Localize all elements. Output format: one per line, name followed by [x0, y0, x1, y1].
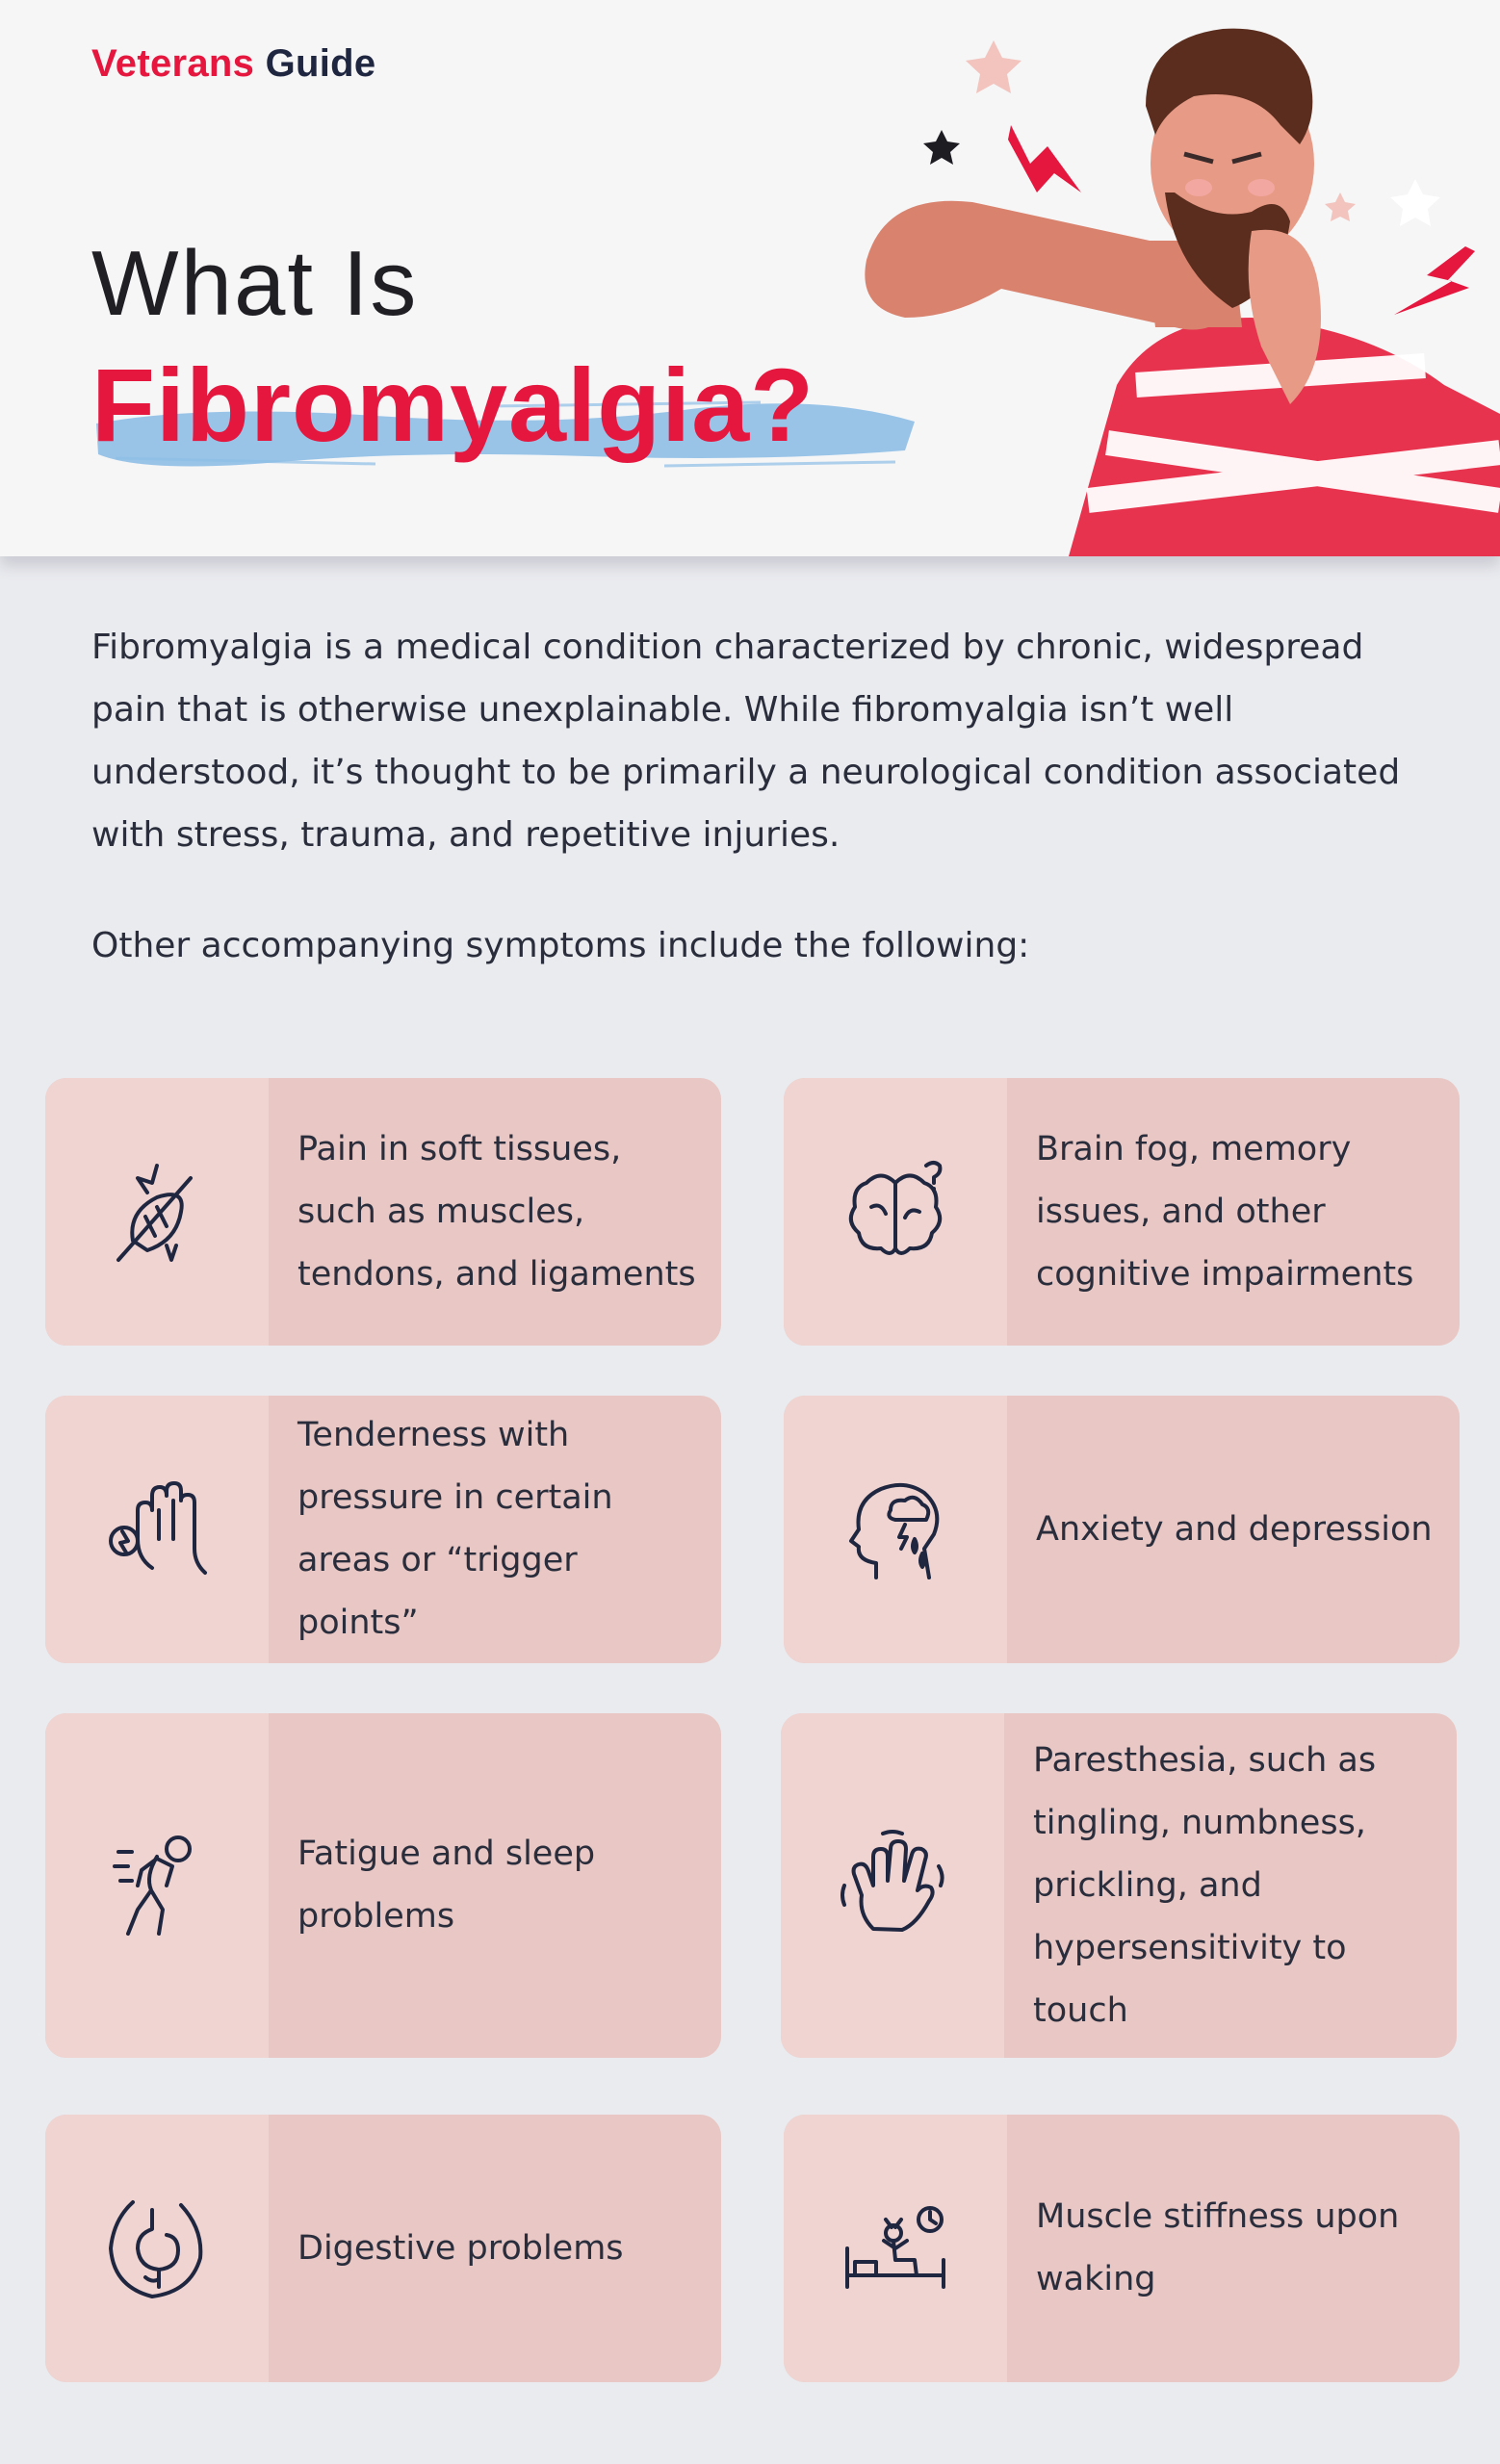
symptom-card-fatigue	[45, 1713, 721, 2058]
lightning-icon	[1008, 125, 1081, 192]
title-line-2: Fibromyalgia?	[91, 346, 815, 463]
brand-word-veterans: Veterans	[91, 42, 255, 85]
stomach-icon	[99, 2191, 215, 2306]
title-line-1: What Is	[91, 232, 419, 335]
symptom-card-paresthesia	[781, 1713, 1457, 2058]
symptom-card-muscle-stiffness	[784, 2115, 1460, 2382]
star-icon	[923, 130, 960, 165]
bed-stiffness-icon	[838, 2191, 953, 2306]
muscle-pain-icon	[99, 1154, 215, 1270]
symptom-text: Tenderness with pressure in certain areas or “trigger points”	[297, 1416, 613, 1642]
symptom-text: Brain fog, memory issues, and other cognitive impairments	[1036, 1129, 1414, 1294]
brand-logo[interactable]	[91, 42, 375, 86]
symptom-card-tenderness	[45, 1396, 721, 1663]
symptom-card-anxiety	[784, 1396, 1460, 1663]
lightning-icon	[1394, 246, 1475, 315]
star-icon	[1390, 179, 1440, 226]
symptoms-lead: Other accompanying symptoms include the following:	[91, 926, 1030, 965]
symptom-card-digestive	[45, 2115, 721, 2382]
fatigue-person-icon	[99, 1828, 215, 1943]
symptom-text: Muscle stiffness upon waking	[1036, 2197, 1400, 2298]
brain-fog-icon	[838, 1154, 953, 1270]
symptom-text: Fatigue and sleep problems	[297, 1835, 596, 1936]
star-icon	[1325, 192, 1356, 221]
symptom-text: Digestive problems	[297, 2228, 624, 2268]
symptom-card-soft-tissue-pain	[45, 1078, 721, 1346]
neck-pain-illustration	[828, 0, 1500, 556]
star-icon	[966, 40, 1022, 93]
intro-paragraph: Fibromyalgia is a medical condition characterized by chronic, widespread pain that is otherwise unexplainable. While fibromyalgia isn’t well understood, it’s thought to be primarily a neurological condition associated with stress, trauma, and repetitive injuries.	[91, 628, 1401, 855]
tender-hand-icon	[99, 1472, 215, 1587]
symptom-card-brain-fog	[784, 1078, 1460, 1346]
tingling-hand-icon	[835, 1828, 950, 1943]
symptom-text: Pain in soft tissues, such as muscles, tendons, and ligaments	[297, 1129, 696, 1294]
header	[0, 0, 1500, 556]
brand-word-guide: Guide	[265, 42, 376, 85]
anxiety-head-icon	[838, 1472, 953, 1587]
symptom-text: Paresthesia, such as tingling, numbness, prickling, and hypersensitivity to touch	[1033, 1740, 1377, 2030]
symptom-text: Anxiety and depression	[1036, 1509, 1433, 1549]
